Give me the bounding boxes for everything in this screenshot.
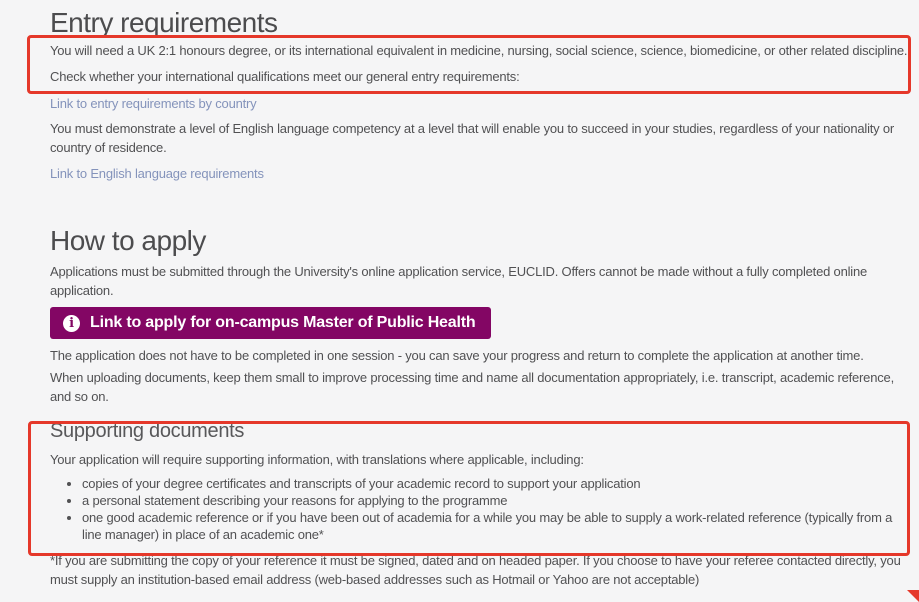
english-language-requirements-link[interactable]: Link to English language requirements [50,166,264,181]
annotation-corner-mark [907,590,919,602]
apply-button-label: Link to apply for on-campus Master of Public Health [90,314,476,331]
apply-button-row [50,307,910,339]
international-qualifications-text: Check whether your international qualifications meet our general entry requirements: [50,69,520,84]
apply-on-campus-button[interactable] [50,307,491,339]
info-icon: i [63,315,80,332]
uploading-documents-text: When uploading documents, keep them small to improve processing time and name all documentation appropriately, i.e. transcript, academic reference, and so on. [50,370,894,404]
entry-requirements-heading: Entry requirements [50,7,278,38]
reference-footnote-text: *If you are submitting the copy of your reference it must be signed, dated and on headed paper. If you choose to have your referee contacted directly, you must supply an institution-based email address (web-based addresses such as Hotmail or Yahoo are not acceptable) [50,553,901,587]
list-item: • a personal statement describing your reasons for applying to the programme [82,492,910,509]
supporting-documents-list [50,475,910,543]
country-link-line [50,94,910,113]
supporting-documents-heading: Supporting documents [50,420,245,442]
list-item: • one good academic reference or if you have been out of academia for a while you may be able to supply a work-related reference (typically from a line manager) in place of an academic one* [82,509,910,543]
supporting-info-text: Your application will require supporting information, with translations where applicable, including: [50,452,584,467]
degree-requirement-text: You will need a UK 2:1 honours degree, or its international equivalent in medicine, nursing, social science, science, biomedicine, or other related discipline. [50,43,908,58]
english-competency-text: You must demonstrate a level of English language competency at a level that will enable you to succeed in your studies, regardless of your nationality or country of residence. [50,121,895,155]
euclid-application-text: Applications must be submitted through the University's online application service, EUCLID. Offers cannot be made without a fully completed online application. [50,264,868,298]
list-item: • copies of your degree certificates and transcripts of your academic record to support your application [82,475,910,492]
how-to-apply-heading: How to apply [50,225,206,256]
save-progress-text: The application does not have to be completed in one session - you can save your progress and return to complete the application at another time. [50,348,864,363]
entry-requirements-by-country-link[interactable]: Link to entry requirements by country [50,96,257,111]
english-link-line [50,164,910,183]
